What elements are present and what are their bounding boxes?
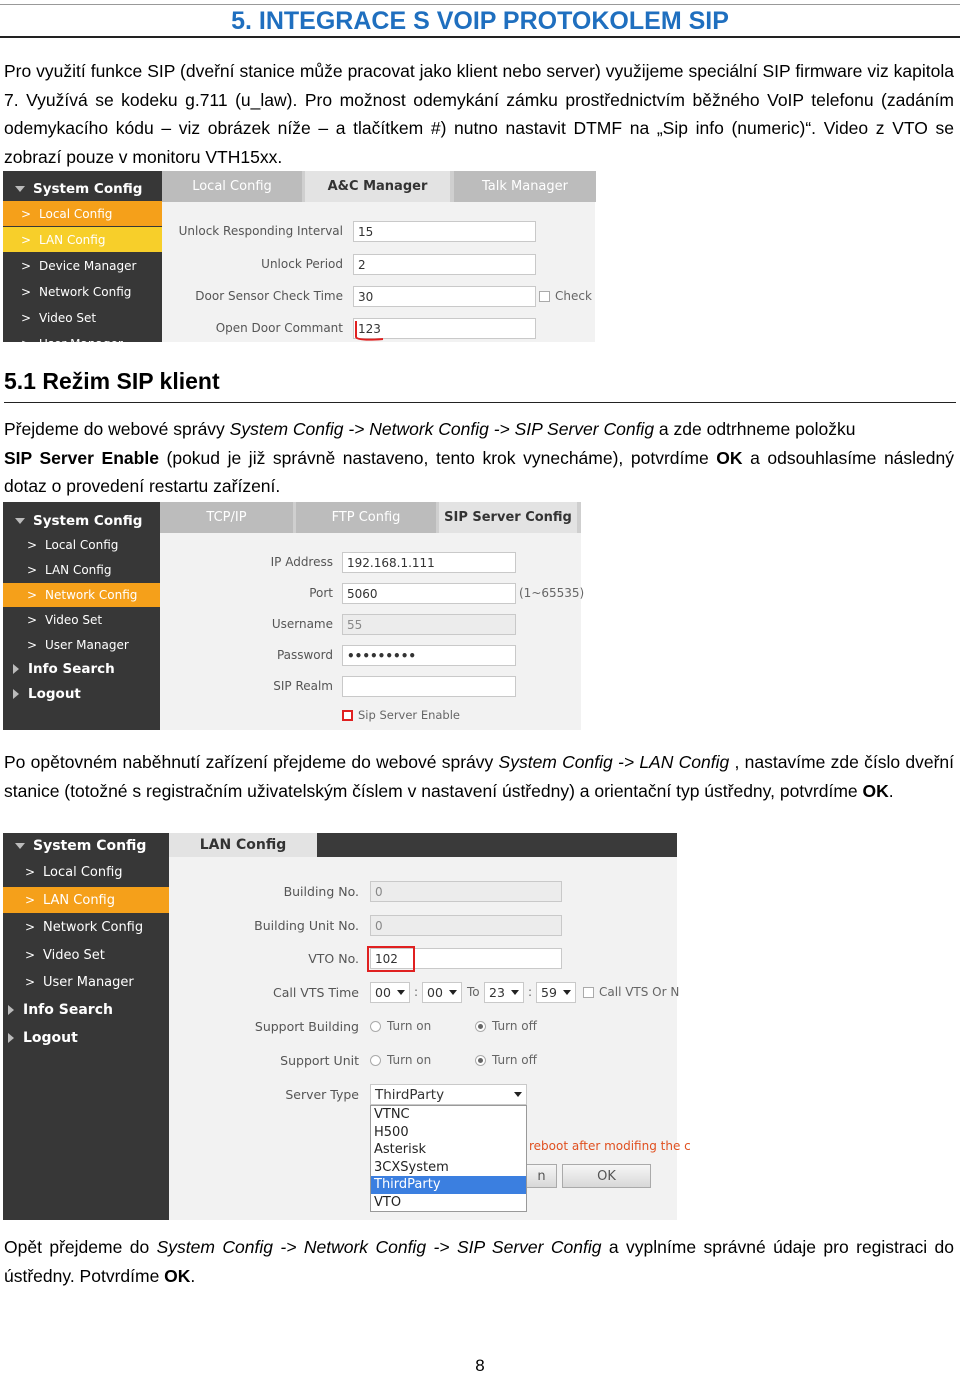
tab-bar: [169, 833, 677, 857]
sidebar-item-video-set[interactable]: [3, 942, 169, 968]
field-label: Door Sensor Check Time: [195, 289, 343, 303]
option-vto[interactable]: VTO: [374, 1194, 402, 1210]
sidebar: [3, 833, 169, 1220]
checkbox-icon: [342, 710, 353, 721]
chevron-right-icon: >: [27, 638, 38, 652]
sidebar-item-label: Video Set: [43, 947, 105, 963]
chapter-title: 5. INTEGRACE S VOIP PROTOKOLEM SIP: [0, 4, 960, 38]
section-paragraph: Přejdeme do webové správy System Config -> Network Config -> SIP Server Config a zde odtrhneme položku SIP Server Enable (pokud je již správně nastaveno, tento krok vynecháme), potvrdíme OK a odsouhlasíme následný dotaz o provedení restartu zařízení.: [4, 419, 954, 496]
screenshot-sip-server-config: [3, 502, 585, 730]
radio-icon: [475, 1021, 486, 1032]
sidebar-item-label: Local Config: [43, 864, 123, 880]
radio-label: Turn on: [387, 1019, 432, 1033]
sidebar-item-lan-config[interactable]: [3, 887, 169, 913]
chevron-right-icon: >: [27, 563, 38, 577]
sidebar-item-label: User Manager: [45, 638, 129, 652]
sidebar-item-lan-config[interactable]: [3, 227, 162, 252]
sip-realm-input[interactable]: [342, 676, 516, 697]
call-vts-minute-from-select[interactable]: 00: [422, 982, 462, 1003]
field-label: SIP Realm: [273, 679, 333, 693]
radio-icon: [475, 1055, 486, 1066]
support-unit-on-radio[interactable]: [370, 1053, 431, 1067]
tab-local-config[interactable]: Local Config: [162, 171, 302, 202]
page-number: 8: [475, 1356, 485, 1375]
radio-label: Turn on: [387, 1053, 432, 1067]
sidebar-item-label: Local Config: [45, 538, 119, 552]
sidebar-item-label: Device Manager: [39, 258, 137, 273]
sidebar: [3, 502, 160, 730]
red-annotation-box: [367, 946, 417, 973]
sidebar-item-label: Video Set: [39, 310, 97, 325]
server-type-select[interactable]: ThirdParty: [370, 1084, 527, 1105]
username-input[interactable]: 55: [342, 614, 516, 635]
server-type-dropdown: [370, 1105, 527, 1212]
open-door-command-input[interactable]: 123: [353, 318, 536, 339]
chevron-right-icon: >: [25, 920, 36, 934]
radio-icon: [370, 1021, 381, 1032]
ok-button[interactable]: OK: [562, 1164, 651, 1188]
sidebar-logout[interactable]: Logout: [8, 1029, 78, 1047]
triangle-right-icon: [13, 664, 19, 674]
field-label: Username: [271, 617, 333, 631]
password-input[interactable]: •••••••••: [342, 645, 516, 666]
chevron-right-icon: >: [27, 613, 38, 627]
sidebar-item-label: User Manager: [43, 974, 134, 990]
door-sensor-input[interactable]: 30: [353, 286, 536, 307]
sidebar-info-search[interactable]: Info Search: [8, 1001, 113, 1019]
triangle-right-icon: [13, 689, 19, 699]
sidebar-item-label: Local Config: [39, 206, 113, 221]
call-vts-or-label: Call VTS Or N: [599, 985, 680, 999]
chevron-right-icon: >: [25, 975, 36, 989]
sidebar-item-label: LAN Config: [39, 232, 106, 247]
chevron-right-icon: >: [25, 948, 36, 962]
call-vts-hour-to-select[interactable]: 23: [484, 982, 524, 1003]
screenshot-ac-manager: [3, 171, 595, 351]
field-label: Password: [276, 648, 333, 662]
tab-ac-manager[interactable]: A&C Manager: [305, 171, 450, 202]
unlock-interval-input[interactable]: 15: [353, 221, 536, 242]
sidebar-item-user-manager[interactable]: [3, 331, 162, 356]
chevron-right-icon: >: [25, 893, 36, 907]
sidebar-item-video-set[interactable]: [3, 608, 160, 632]
field-label: Building Unit No.: [254, 918, 359, 933]
ip-address-input[interactable]: 192.168.1.111: [342, 552, 516, 573]
call-vts-hour-from-select[interactable]: 00: [370, 982, 410, 1003]
tab-bar: [160, 502, 581, 533]
port-input[interactable]: 5060: [342, 583, 516, 604]
intro-paragraph: Pro využití funkce SIP (dveřní stanice může pracovat jako klient nebo server) využijeme speciální SIP firmware viz kapitola 7. Využívá se kodeku g.711 (u_law). Pro možnost odemykání zámku prostřednictvím běžného VoIP telefonu (zadáním odemykacího kódu – viz obrázek níže – a tlačítkem #) nutno nastavit DTMF na „Sip info (numeric)“. Video z VTO se zobrazí pouze v monitoru VTH15xx.: [4, 61, 954, 167]
check-label: Check: [555, 289, 592, 303]
sidebar-item-user-manager[interactable]: [3, 633, 160, 657]
option-vtnc[interactable]: VTNC: [374, 1107, 410, 1122]
time-separator: :: [414, 985, 419, 999]
section-title: 5.1 Režim SIP klient: [4, 367, 956, 403]
call-vts-label: Call VTS Time: [273, 985, 359, 1000]
sip-server-enable-label: Sip Server Enable: [358, 708, 460, 722]
triangle-right-icon: [8, 1033, 14, 1043]
option-3cxsystem[interactable]: 3CXSystem: [374, 1159, 449, 1175]
triangle-down-icon: [15, 518, 25, 524]
tab-bar: [162, 171, 595, 202]
sidebar-item-label: Network Config: [43, 919, 144, 935]
chevron-right-icon: >: [21, 284, 32, 299]
reboot-note: reboot after modifing the c: [529, 1139, 691, 1153]
time-separator: :: [528, 985, 533, 999]
chevron-right-icon: >: [27, 588, 38, 602]
tab-ftp-config[interactable]: FTP Config: [296, 502, 436, 533]
field-label: Server Type: [285, 1087, 359, 1102]
sidebar-item-label: Video Set: [45, 613, 103, 627]
sidebar-head[interactable]: System Config: [3, 512, 142, 530]
field-label: Open Door Commant: [215, 321, 343, 335]
field-label: Support Building: [254, 1019, 359, 1034]
call-vts-minute-to-select[interactable]: 59: [536, 982, 576, 1003]
triangle-down-icon: [15, 843, 25, 849]
lan-config-paragraph: Po opětovném naběhnutí zařízení přejdeme do webové správy System Config -> LAN Config , nastavíme zde číslo dveřní stanice (totožné s registračním uživatelským číslem v nastavení ústředny) a orientační typ ústředny, potvrdíme OK.: [4, 752, 954, 801]
tab-talk-manager[interactable]: Talk Manager: [454, 171, 596, 202]
field-label: VTO No.: [308, 951, 359, 966]
sidebar-item-device-manager[interactable]: [3, 253, 162, 278]
sidebar-item-label: LAN Config: [43, 892, 116, 908]
sidebar-head[interactable]: System Config: [3, 837, 146, 855]
check-checkbox[interactable]: [539, 289, 592, 303]
red-annotation-mark: [351, 319, 391, 343]
option-thirdparty[interactable]: ThirdParty: [371, 1176, 526, 1194]
building-unit-no-input[interactable]: 0: [370, 915, 562, 936]
building-no-input[interactable]: 0: [370, 881, 562, 902]
sidebar-item-network-config[interactable]: [3, 583, 160, 607]
sidebar-item-label: User Manager: [39, 336, 123, 351]
field-label: Support Unit: [280, 1053, 359, 1068]
field-label: IP Address: [270, 555, 333, 569]
sidebar-item-network-config[interactable]: [3, 914, 169, 940]
field-label: Building No.: [283, 884, 359, 899]
sip-server-enable-checkbox[interactable]: [342, 708, 460, 722]
sidebar-info-search[interactable]: Info Search: [13, 660, 115, 678]
sidebar-logout[interactable]: Logout: [13, 685, 81, 703]
field-label: Port: [309, 586, 333, 600]
sidebar-item-local-config[interactable]: [3, 859, 169, 885]
chevron-right-icon: >: [21, 232, 32, 247]
support-building-on-radio[interactable]: [370, 1019, 431, 1033]
checkbox-icon: [539, 291, 550, 302]
support-building-off-radio[interactable]: [475, 1019, 537, 1033]
sidebar-item-user-manager[interactable]: [3, 969, 169, 995]
unlock-period-input[interactable]: 2: [353, 254, 536, 275]
vto-no-input[interactable]: 102: [370, 948, 562, 969]
checkbox-icon: [583, 987, 594, 998]
field-label: Unlock Period: [261, 257, 343, 271]
tab-sip-server-config[interactable]: SIP Server Config: [439, 502, 577, 533]
sidebar-item-label: LAN Config: [45, 563, 112, 577]
sidebar-item-label: Network Config: [45, 588, 138, 602]
field-label: Unlock Responding Interval: [178, 224, 343, 238]
sidebar-item-network-config[interactable]: [3, 279, 162, 304]
triangle-right-icon: [8, 1005, 14, 1015]
chevron-right-icon: >: [21, 310, 32, 325]
option-asterisk[interactable]: Asterisk: [374, 1142, 427, 1157]
radio-label: Turn off: [492, 1019, 537, 1033]
chevron-right-icon: >: [21, 336, 32, 351]
chevron-right-icon: >: [25, 865, 36, 879]
radio-label: Turn off: [492, 1053, 537, 1067]
chevron-right-icon: >: [21, 206, 32, 221]
cancel-button[interactable]: n: [527, 1164, 557, 1188]
screenshot-lan-config: [3, 833, 691, 1220]
to-label: To: [467, 985, 480, 999]
triangle-down-icon: [15, 186, 25, 192]
chevron-right-icon: >: [27, 538, 38, 552]
tab-lan-config[interactable]: LAN Config: [169, 833, 317, 857]
sidebar-item-lan-config[interactable]: [3, 558, 160, 582]
sidebar-head[interactable]: System Config: [3, 180, 142, 198]
tab-tcp-ip[interactable]: TCP/IP: [160, 502, 293, 533]
port-hint: (1~65535): [519, 586, 585, 600]
call-vts-or-checkbox[interactable]: [583, 985, 679, 999]
sidebar-item-video-set[interactable]: [3, 305, 162, 330]
sip-register-paragraph: Opět přejdeme do System Config -> Network Config -> SIP Server Config a vyplníme správné údaje pro registraci do ústředny. Potvrdíme OK.: [4, 1237, 954, 1286]
sidebar-item-local-config[interactable]: [3, 201, 162, 226]
sidebar-item-local-config[interactable]: [3, 533, 160, 557]
sidebar: [3, 171, 162, 351]
radio-icon: [370, 1055, 381, 1066]
support-unit-off-radio[interactable]: [475, 1053, 537, 1067]
chevron-right-icon: >: [21, 258, 32, 273]
option-h500[interactable]: H500: [374, 1124, 409, 1140]
sidebar-item-label: Network Config: [39, 284, 132, 299]
